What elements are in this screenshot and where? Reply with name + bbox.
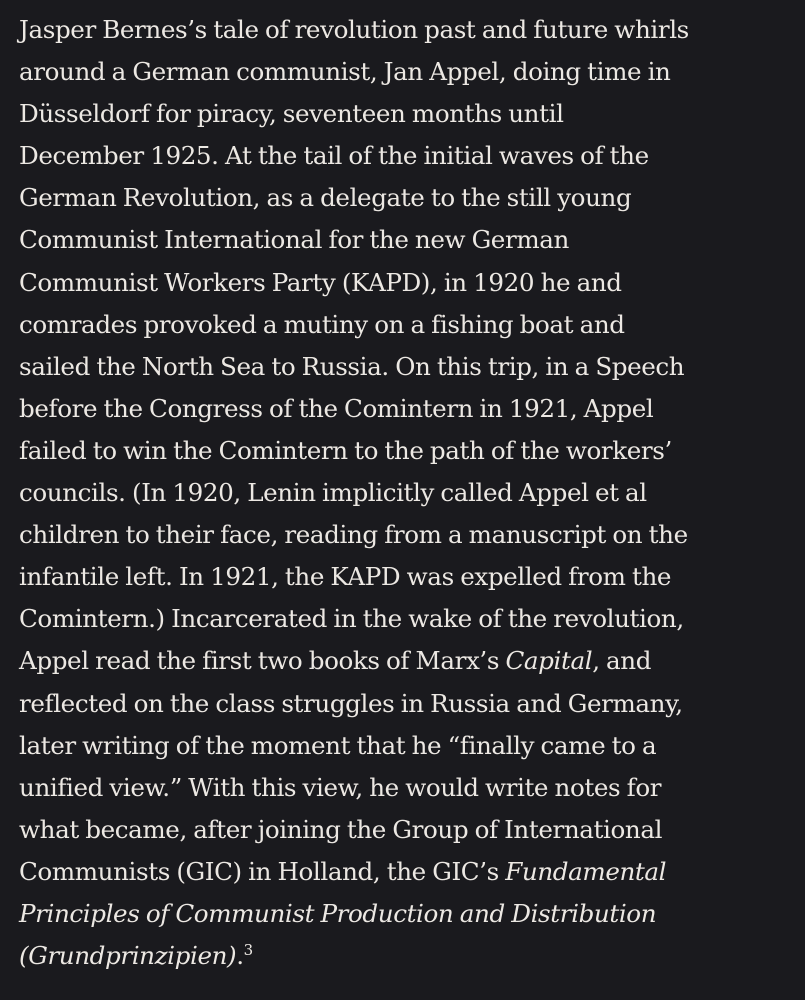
book-title-fundamental: Fundamental (505, 856, 667, 886)
text-segment: Jasper Bernes’s tale of revolution past and future whirls (19, 15, 689, 44)
paragraph-line (19, 262, 791, 304)
paragraph-line (19, 9, 791, 51)
text-segment: Comintern.) Incarcerated in the wake of the revolution, (19, 604, 684, 634)
paragraph-line (19, 430, 791, 472)
text-segment: comrades provoked a mutiny on a fishing boat and (19, 309, 625, 339)
text-segment: Communist Workers Party (KAPD), in 1920 he and (19, 267, 622, 297)
text-segment: Appel read the first two books of Marx’s (19, 646, 506, 676)
article-body (19, 9, 791, 977)
paragraph-line (19, 51, 791, 93)
book-title-capital: Capital (505, 646, 593, 676)
paragraph-line (19, 598, 791, 640)
paragraph-line (19, 893, 791, 935)
text-segment: Düsseldorf for piracy, seventeen months until (19, 99, 564, 129)
paragraph-line (19, 640, 791, 682)
footnote-reference[interactable]: 3 (243, 940, 254, 959)
paragraph-line (19, 725, 791, 767)
paragraph-line (19, 683, 791, 725)
paragraph-line (19, 177, 791, 219)
paragraph-line (19, 472, 791, 514)
paragraph-line (19, 93, 791, 135)
paragraph-line (19, 767, 791, 809)
text-segment: sailed the North Sea to Russia. On this trip, in a Speech (19, 351, 685, 381)
text-segment: failed to win the Comintern to the path of the workers’ (19, 435, 672, 465)
text-segment: later writing of the moment that he “finally came to a (19, 730, 657, 760)
text-segment: children to their face, reading from a manuscript on the (19, 520, 688, 550)
paragraph-line (19, 851, 791, 893)
text-segment: councils. (In 1920, Lenin implicitly called Appel et al (19, 478, 647, 508)
paragraph-line (19, 556, 791, 598)
text-segment: before the Congress of the Comintern in 1921, Appel (19, 393, 654, 423)
paragraph-line (19, 935, 791, 977)
paragraph-line (19, 346, 791, 388)
text-segment: what became, after joining the Group of International (19, 814, 663, 844)
text-segment: , and (592, 646, 652, 676)
text-segment: German Revolution, as a delegate to the still young (19, 183, 632, 213)
text-segment: . (236, 941, 244, 971)
paragraph-line (19, 388, 791, 430)
book-title-principles: Principles of Communist Production and Distribution (19, 898, 657, 928)
text-segment: reflected on the class struggles in Russia and Germany, (19, 688, 683, 718)
text-segment: around a German communist, Jan Appel, doing time in (19, 57, 671, 87)
text-segment: unified view.” With this view, he would write notes for (19, 772, 662, 802)
paragraph-line (19, 304, 791, 346)
paragraph-line (19, 135, 791, 177)
text-segment: Communists (GIC) in Holland, the GIC’s (19, 856, 506, 886)
text-segment: December 1925. At the tail of the initial waves of the (19, 141, 649, 171)
paragraph (19, 9, 791, 977)
paragraph-line (19, 514, 791, 556)
text-segment: Communist International for the new German (19, 225, 569, 255)
paragraph-line (19, 809, 791, 851)
text-segment: infantile left. In 1921, the KAPD was expelled from the (19, 562, 672, 592)
paragraph-line (19, 219, 791, 261)
book-title-grundprinzipien: (Grundprinzipien) (19, 941, 237, 971)
